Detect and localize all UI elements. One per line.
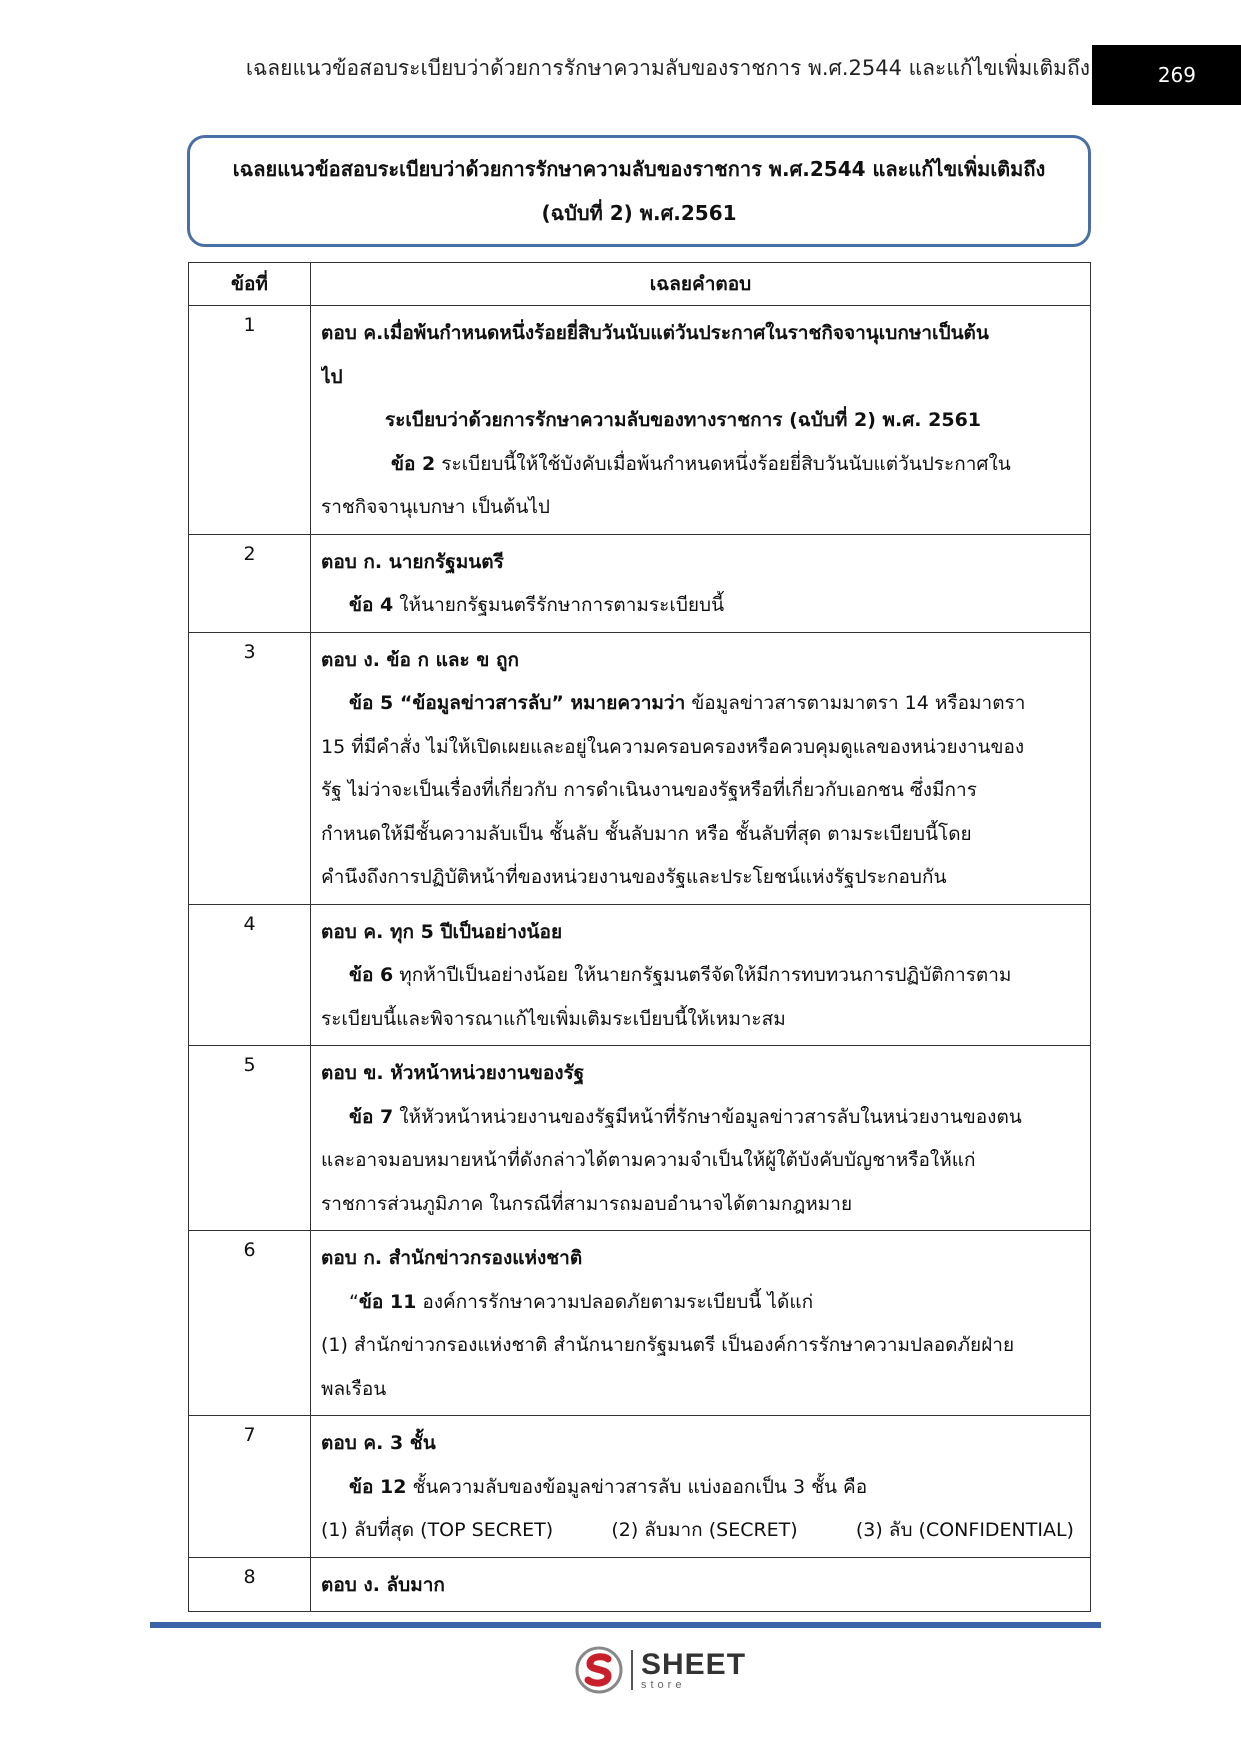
explanation-line [321,1466,1080,1510]
clause-label: ข้อ 6 [349,964,394,986]
explanation-text: ระเบียบนี้ให้ใช้บังคับเมื่อพ้นกำหนดหนึ่งร้อยยี่สิบวันนับแต่วันประกาศใน [435,452,1011,475]
row-answer-cell [311,1231,1091,1416]
level-top-secret: (1) ลับที่สุด (TOP SECRET) [321,1519,554,1541]
header-item-no: ข้อที่ [189,263,311,306]
explanation-text: ข้อมูลข่าวสารตามมาตรา 14 หรือมาตรา [685,692,1026,714]
table-row [189,306,1091,535]
explanation-text: ชั้นความลับของข้อมูลข่าวสารลับ แบ่งออกเป็น 3 ชั้น คือ [406,1475,868,1498]
row-number: 2 [189,534,311,632]
explanation-line: และอาจมอบหมายหน้าที่ดังกล่าวได้ตามความจำเป็นให้ผู้ใต้บังคับบัญชาหรือให้แก่ [321,1149,976,1171]
row-number: 8 [189,1557,311,1612]
explanation-line: ราชกิจจานุเบกษา เป็นต้นไป [321,496,550,518]
title-line-1: เฉลยแนวข้อสอบระเบียบว่าด้วยการรักษาความลับของราชการ พ.ศ.2544 และแก้ไขเพิ่มเติมถึง [232,157,1046,181]
answer-line: ตอบ ข. หัวหน้าหน่วยงานของรัฐ [321,1062,585,1084]
row-answer-cell [311,1557,1091,1612]
title-box [187,135,1091,247]
table-row [189,1557,1091,1612]
explanation-line: กำหนดให้มีชั้นความลับเป็น ชั้นลับ ชั้นลับมาก หรือ ชั้นลับที่สุด ตามระเบียบนี้โดย [321,822,972,845]
clause-label: ข้อ 12 [349,1475,407,1498]
page-number: 269 [1092,45,1241,105]
title-line-2: (ฉบับที่ 2) พ.ศ.2561 [541,201,737,225]
table-row [189,1416,1091,1558]
explanation-line [321,1096,1080,1140]
row-number: 4 [189,904,311,1046]
answer-line: ตอบ ค. 3 ชั้น [321,1432,436,1454]
explanation-line [321,584,1080,628]
clause-label: ข้อ 4 [349,594,394,616]
sheet-store-logo [575,1646,746,1694]
answer-line-cont: ไป [321,365,343,388]
clause-label: ข้อ 5 “ข้อมูลข่าวสารลับ” หมายความว่า [349,692,686,714]
row-answer-cell [311,904,1091,1046]
row-answer-cell [311,1046,1091,1231]
row-answer-cell [311,632,1091,904]
table-header-row [189,263,1091,306]
regulation-subtitle: ระเบียบว่าด้วยการรักษาความลับของทางราชการ (ฉบับที่ 2) พ.ศ. 2561 [385,409,982,431]
explanation-text: ให้หัวหน้าหน่วยงานของรัฐมีหน้าที่รักษาข้อมูลข่าวสารลับในหน่วยงานของตน [393,1105,1022,1128]
explanation-line [321,954,1080,998]
footer-rule [150,1622,1101,1628]
explanation-text: ให้นายกรัฐมนตรีรักษาการตามระเบียบนี้ [393,594,725,616]
explanation-line [321,443,1080,487]
logo-sub: store [641,1678,686,1691]
explanation-text: ทุกห้าปีเป็นอย่างน้อย ให้นายกรัฐมนตรีจัดให้มีการทบทวนการปฏิบัติการตาม [393,964,1012,986]
explanation-line: ราชการส่วนภูมิภาค ในกรณีที่สามารถมอบอำนาจได้ตามกฎหมาย [321,1192,853,1215]
explanation-line: 15 ที่มีคำสั่ง ไม่ให้เปิดเผยและอยู่ในความครอบครองหรือควบคุมดูแลของหน่วยงานของ [321,735,1025,758]
table-row [189,1046,1091,1231]
row-number: 5 [189,1046,311,1231]
answer-line: ตอบ ง. ข้อ ก และ ข ถูก [321,648,519,671]
answer-line: ตอบ ก. สำนักข่าวกรองแห่งชาติ [321,1247,583,1269]
explanation-line: (1) สำนักข่าวกรองแห่งชาติ สำนักนายกรัฐมนตรี เป็นองค์การรักษาความปลอดภัยฝ่าย [321,1334,1015,1356]
row-number: 6 [189,1231,311,1416]
explanation-line: ระเบียบนี้และพิจารณาแก้ไขเพิ่มเติมระเบียบนี้ให้เหมาะสม [321,1007,786,1030]
row-number: 3 [189,632,311,904]
answer-line: ตอบ ง. ลับมาก [321,1573,445,1596]
logo-separator [631,1650,633,1690]
table-row [189,904,1091,1046]
open-quote: “ [349,1290,359,1313]
explanation-line: คำนึงถึงการปฏิบัติหน้าที่ของหน่วยงานของรัฐและประโยชน์แห่งรัฐประกอบกัน [321,866,947,888]
table-row [189,534,1091,632]
running-header: เฉลยแนวข้อสอบระเบียบว่าด้วยการรักษาความลับของราชการ พ.ศ.2544 และแก้ไขเพิ่มเติมถึง [245,56,1090,80]
answer-line: ตอบ ก. นายกรัฐมนตรี [321,550,504,573]
logo-word: SHEET [641,1647,747,1681]
answer-line: ตอบ ค. ทุก 5 ปีเป็นอย่างน้อย [321,920,563,943]
logo-text [641,1647,747,1691]
classification-levels [321,1509,1080,1553]
explanation-line [321,682,1080,726]
level-secret: (2) ลับมาก (SECRET) [611,1519,798,1541]
clause-label: ข้อ 11 [358,1290,417,1313]
table-row [189,1231,1091,1416]
clause-label: ข้อ 7 [349,1105,394,1128]
level-confidential: (3) ลับ (CONFIDENTIAL) [855,1519,1074,1541]
answer-line: ตอบ ค.เมื่อพ้นกำหนดหนึ่งร้อยยี่สิบวันนับแต่วันประกาศในราชกิจจานุเบกษาเป็นต้น [321,322,989,344]
row-answer-cell [311,1416,1091,1558]
table-row [189,632,1091,904]
row-number: 7 [189,1416,311,1558]
explanation-text: องค์การรักษาความปลอดภัยตามระเบียบนี้ ได้แก่ [416,1290,814,1313]
sheet-s-logo-icon [575,1646,623,1694]
explanation-line: รัฐ ไม่ว่าจะเป็นเรื่องที่เกี่ยวกับ การดำเนินงานของรัฐหรือที่เกี่ยวกับเอกชน ซึ่งมีการ [321,779,977,801]
header-answer: เฉลยคำตอบ [311,263,1091,306]
clause-label: ข้อ 2 [391,452,436,475]
row-number: 1 [189,306,311,535]
explanation-line: พลเรือน [321,1377,387,1400]
answer-table [188,262,1091,1612]
row-answer-cell [311,534,1091,632]
row-answer-cell [311,306,1091,535]
explanation-line [321,1281,1080,1325]
